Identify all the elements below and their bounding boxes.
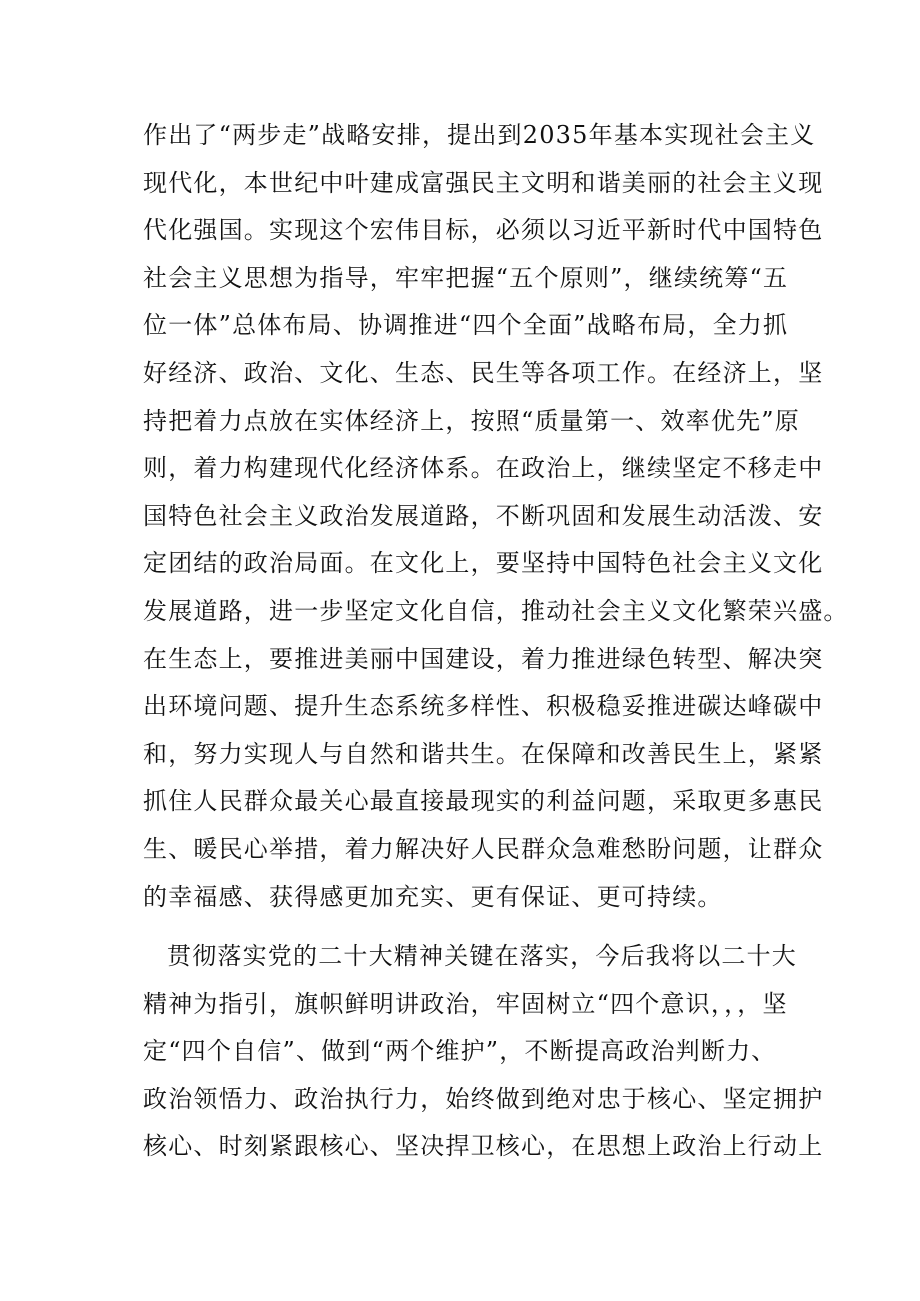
text-line-18: 贯彻落实党的二十大精神关键在落实，今后我将以二十大: [167, 942, 797, 971]
text-line-7: 持把着力点放在实体经济上，按照“质量第一、效率优先”原: [143, 406, 800, 435]
text-line-1: 作出了“两步走”战略安排，提出到2035年基本实现社会主义: [143, 121, 816, 149]
text-line-20: 定“四个自信”、做到“两个维护”，不断提高政治判断力、: [143, 1037, 777, 1066]
document-body: [143, 112, 849, 1171]
text-line-13: 出环境问题、提升生态系统多样性、积极稳妥推进碳达峰碳中: [143, 692, 824, 721]
text-line-22: 核心、时刻紧跟核心、坚决捍卫核心，在思想上政治上行动上: [143, 1132, 824, 1161]
text-line-6: 好经济、政治、文化、生态、民生等各项工作。在经济上，坚: [143, 358, 824, 387]
text-line-10: 定团结的政治局面。在文化上，要坚持中国特色社会主义文化: [143, 549, 824, 578]
text-line-2: 现代化，本世纪中叶建成富强民主文明和谐美丽的社会主义现: [143, 168, 824, 197]
text-line-15: 抓住人民群众最关心最直接最现实的利益问题，采取更多惠民: [143, 787, 824, 816]
text-line-21: 政治领悟力、政治执行力，始终做到绝对忠于核心、坚定拥护: [143, 1084, 824, 1113]
text-line-17: 的幸福感、获得感更加充实、更有保证、更可持续。: [143, 882, 723, 911]
text-line-12: 在生态上，要推进美丽中国建设，着力推进绿色转型、解决突: [143, 644, 824, 673]
text-line-8: 则，着力构建现代化经济体系。在政治上，继续坚定不移走中: [143, 454, 824, 483]
text-line-14: 和，努力实现人与自然和谐共生。在保障和改善民生上，紧紧: [143, 739, 824, 768]
text-line-16: 生、暖民心举措，着力解决好人民群众急难愁盼问题，让群众: [143, 834, 824, 863]
text-line-3: 代化强国。实现这个宏伟目标，必须以习近平新时代中国特色: [143, 216, 824, 245]
text-line-9: 国特色社会主义政治发展道路，不断巩固和发展生动活泼、安: [143, 501, 824, 530]
text-line-11: 发展道路，进一步坚定文化自信，推动社会主义文化繁荣兴盛。: [143, 596, 849, 625]
text-line-19: 精神为指引，旗帜鲜明讲政治，牢固树立“四个意识，，，坚: [143, 989, 788, 1018]
text-line-4: 社会主义思想为指导，牢牢把握“五个原则”，继续统筹“五: [143, 263, 789, 292]
text-line-5: 位一体”总体布局、协调推进“四个全面”战略布局，全力抓: [143, 311, 789, 340]
